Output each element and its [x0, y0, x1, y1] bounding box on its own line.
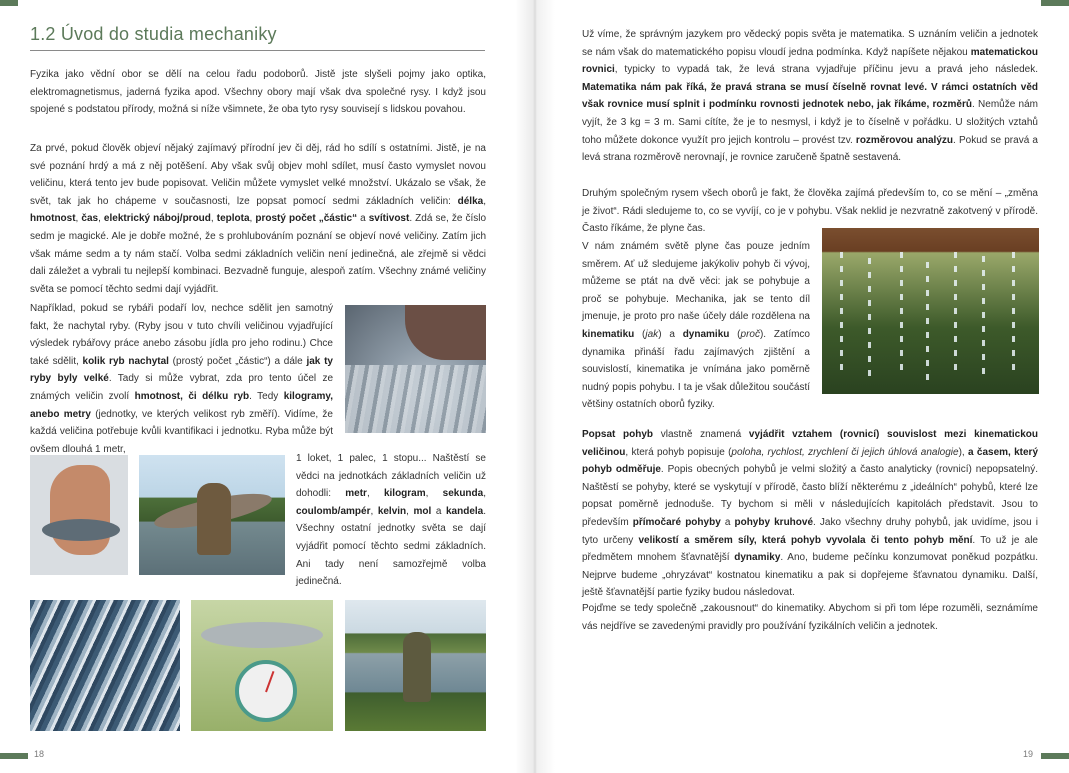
fish-net-photo	[345, 305, 486, 433]
bold-term: kolik ryb nachytal	[82, 355, 169, 367]
paragraph-kinematics-dynamics: V nám známém světě plyne čas pouze jedním směrem. Ať už sledujeme jakýkoliv pohyb či vývoj, můžeme se ptát na dvě věci: jak se pohybuje a proč se pohybuje. Mechanika, jak se tento díl jmenuje, je proto pro naše účely dále rozdělena na kinematiku (jak) a dynamiku (proč). Zatímco dynamika přináší řadu zajímavých zjištění a souvislostí, kinematika je vnímána jako poměrně nudný popis pohybu. I ta je však důležitou součástí většiny ostatních oborů fyziky.	[582, 241, 810, 411]
bold-term: přímočaré pohyby	[632, 516, 721, 528]
bold-term: mol	[413, 505, 432, 517]
sardines-photo	[30, 600, 180, 731]
bold-term: elektrický náboj/proud	[103, 213, 211, 225]
fish-in-hand-photo	[30, 455, 128, 575]
corner-tab	[0, 0, 18, 6]
fish-on-scale-photo	[191, 600, 333, 731]
bold-term: Popsat pohyb	[582, 429, 654, 440]
paragraph-change-intro: Druhým společným rysem všech oborů je fakt, že člověka zajímá především to, co se mění – „změna je život“. Rádi sledujeme to, co se vyvíjí, co je v pohybu. Však neklid je nezvratně zakotvený v přírodě. Často říkáme, že plyne čas.	[582, 188, 1038, 235]
bold-term: kandela	[445, 505, 484, 517]
water-drops-photo	[822, 228, 1039, 394]
italic-term: poloha, rychlost, zrychlení či jejich úhlová analogie	[731, 446, 959, 458]
corner-tab	[1041, 0, 1069, 6]
angler-lake-photo	[345, 600, 486, 731]
page-number-left: 18	[34, 749, 45, 759]
bold-term: kinematiku	[582, 328, 635, 340]
angler-river-photo	[139, 455, 285, 575]
bold-term: kilogram	[383, 488, 426, 500]
bold-term: metr	[345, 488, 367, 500]
bold-term: rozměrovou analýzu	[855, 134, 954, 146]
bold-term: a časem, který pohyb odměřuje	[582, 446, 1039, 476]
bold-term: kelvin	[377, 505, 407, 517]
italic-term: proč	[740, 328, 760, 340]
bold-term: čas	[81, 213, 99, 225]
bold-term: prostý počet „částic“	[255, 213, 358, 225]
paragraph-describe-motion: Popsat pohyb vlastně znamená vyjádřit vztahem (rovnicí) souvislost mezi kinematickou veličinou, která pohyb popisuje (poloha, rychlost, zrychlení či jejich úhlová analogie), a časem, který pohyb odměřuje. Popis obecných pohybů je velmi složitý a často analyticky (rovnicí) nepopsatelný. Naštěstí se pohyby, které se vyskytují v přírodě, často blíží některému z „ideálních“ pohybů, které lze popsat poměrně jednoduše. Ty bychom si měli v následujících kapitolách představit. Jsou to především přímočaré pohyby a pohyby kruhové. Jako všechny druhy pohybů, jak uvidíme, jsou i tyto určeny velikostí a směrem síly, která pohyb vyvolala či tento pohyb mění. To už je ale předmětem mnohem šťavnatější dynamiky. Ano, budeme pečínku konzumovat poněkud pozpátku. Nejprve budeme „ohryzávat“ kostnatou kinematiku a pak si dopřejeme šťavnatou dynamiku. Další, ještě šťavnatější partie fyziky budou následovat.	[582, 429, 1039, 599]
right-page	[535, 0, 1069, 773]
page-number-right: 19	[1023, 749, 1034, 759]
heading-rule	[30, 50, 485, 51]
bold-term: hmotnost, či délku ryb	[134, 390, 250, 402]
bold-term: velikostí a směrem síly, která pohyb vyvolala či tento pohyb mění	[638, 534, 973, 546]
bold-term: kilogramy, anebo metry	[30, 390, 333, 420]
bold-term: Matematika nám pak říká, že pravá strana se musí číselně rovnat levé. V rámci ostatních věd však rovnice musí splnit i podmínku rovnosti jednotek nebo, jak říkáme, rozměrů	[582, 81, 1038, 111]
bold-term: dynamiky	[734, 552, 781, 564]
paragraph-seven-quantities: Za prvé, pokud člověk objeví nějaký zajímavý přírodní jev či děj, rád ho sdílí s ostatními. Jistě, je na své poznání hrdý a má z něj potěšení. Aby však svůj objev mohl sdílet, musí často vymyslet novou veličinu, která tento jev bude popisovat. Veličin můžete vymyslet velké množství. Ukázalo se však, že svět, tak jak ho chápeme v současnosti, lze popsat pomocí sedmi základních veličin: délka, hmotnost, čas, elektrický náboj/proud, teplota, prostý počet „částic“ a svítivost. Zdá se, že číslo sedm je magické. Ale je dobře možné, že s prohlubováním poznání se objeví nové veličiny. Zatím jich však máme sedm a ty nám stačí. Volba sedmi základních veličin není jedinečná, ale zřejmě si vědci dali záležet a vybrali tu nejlepší kombinaci. Bezvadně funguje, alespoň zatím. Všechny známé veličiny světa se pomocí těchto sedmi dají vyjádřit.	[30, 143, 487, 295]
paragraph-intro: Fyzika jako vědní obor se dělí na celou řadu podoborů. Jistě jste slyšeli pojmy jako optika, elektromagnetismus, jaderná fyzika apod. Všechny obory mají však dva společné rysy. I když jsou spojené s podstatou přírody, možná si níže všimnete, že oba tyto rysy souvisejí s lidskou povahou.	[30, 69, 486, 116]
bold-term: teplota	[216, 213, 250, 225]
paragraph-fisherman: Například, pokud se rybáři podaří lov, nechce sdělit jen samotný fakt, že nachytal ryby. (Ryby jsou v tuto chvíli veličinou vyjadřující výsledek rybářovy práce anebo zásobu jídla pro jeho rodinu.) Chce také sdělit, kolik ryb nachytal (prostý počet „částic“) a dále jak ty ryby byly velké. Tady si může vybrat, zda pro tento účel ze známých veličin zvolí hmotnost, či délku ryb. Tedy kilogramy, anebo metry (jednotky, ve kterých velikost ryb změří). Vidíme, že každá veličina potřebuje kvůli kvantifikaci i jednotku. Ryba může být ovšem dlouhá 1 metr,	[30, 303, 334, 455]
bold-term: délka	[457, 195, 484, 207]
paragraph-closing: Pojďme se tedy společně „zakousnout“ do kinematiky. Abychom si při tom lépe rozuměli, seznámíme vás nejdříve se zavedenými pravidly pro používání fyzikálních veličin a jednotek.	[582, 603, 1038, 632]
bold-term: dynamiku	[682, 328, 730, 340]
bold-term: sekunda	[442, 488, 484, 500]
bold-term: hmotnost	[30, 213, 76, 225]
paragraph-math-language: Už víme, že správným jazykem pro vědecký popis světa je matematika. S uznáním veličin a jednotek se nám však do matematického popisu vloudí jedna podmínka. Když napíšete nějakou matematickou rovnici, typicky to vypadá tak, že levá strana vyjadřuje příčinu jevu a pravá jeho následek. Matematika nám pak říká, že pravá strana se musí číselně rovnat levé. V rámci ostatních věd však rovnice musí splnit i podmínku rovnosti jednotek nebo, jak říkáme, rozměrů. Nemůže nám vyjít, že 3 kg = 3 m. Sami cítíte, že je to nesmysl, i když je to číselně v pořádku. U složitých vztahů toho můžete dokonce využít pro jejich kontrolu – provést tzv. rozměrovou analýzu. Pokud se pravá a levá strana rozměrově nerovnají, je rovnice zaručeně špatně sestavená.	[582, 29, 1038, 164]
bold-term: svítivost	[368, 213, 410, 225]
italic-term: jak	[645, 328, 659, 340]
footer-tab	[0, 753, 28, 759]
bold-term: coulomb/ampér	[296, 505, 371, 517]
bold-term: matematickou rovnici	[582, 46, 1038, 76]
paragraph-units: 1 loket, 1 palec, 1 stopu... Naštěstí se vědci na jednotkách základních veličin už dohodli: metr, kilogram, sekunda, coulomb/ampér, kelvin, mol a kandela. Všechny ostatní jednotky světa se dají vyjádřit pomocí těchto sedmi základních. Ani tady není samozřejmě volba jedinečná.	[296, 453, 487, 588]
footer-tab	[1041, 753, 1069, 759]
bold-term: jak ty ryby byly velké	[30, 355, 333, 385]
bold-term: pohyby kruhové	[734, 516, 814, 528]
section-heading: 1.2 Úvod do studia mechaniky	[30, 24, 277, 44]
bold-term: vyjádřit vztahem (rovnicí) souvislost mezi kinematickou veličinou	[582, 429, 1038, 458]
